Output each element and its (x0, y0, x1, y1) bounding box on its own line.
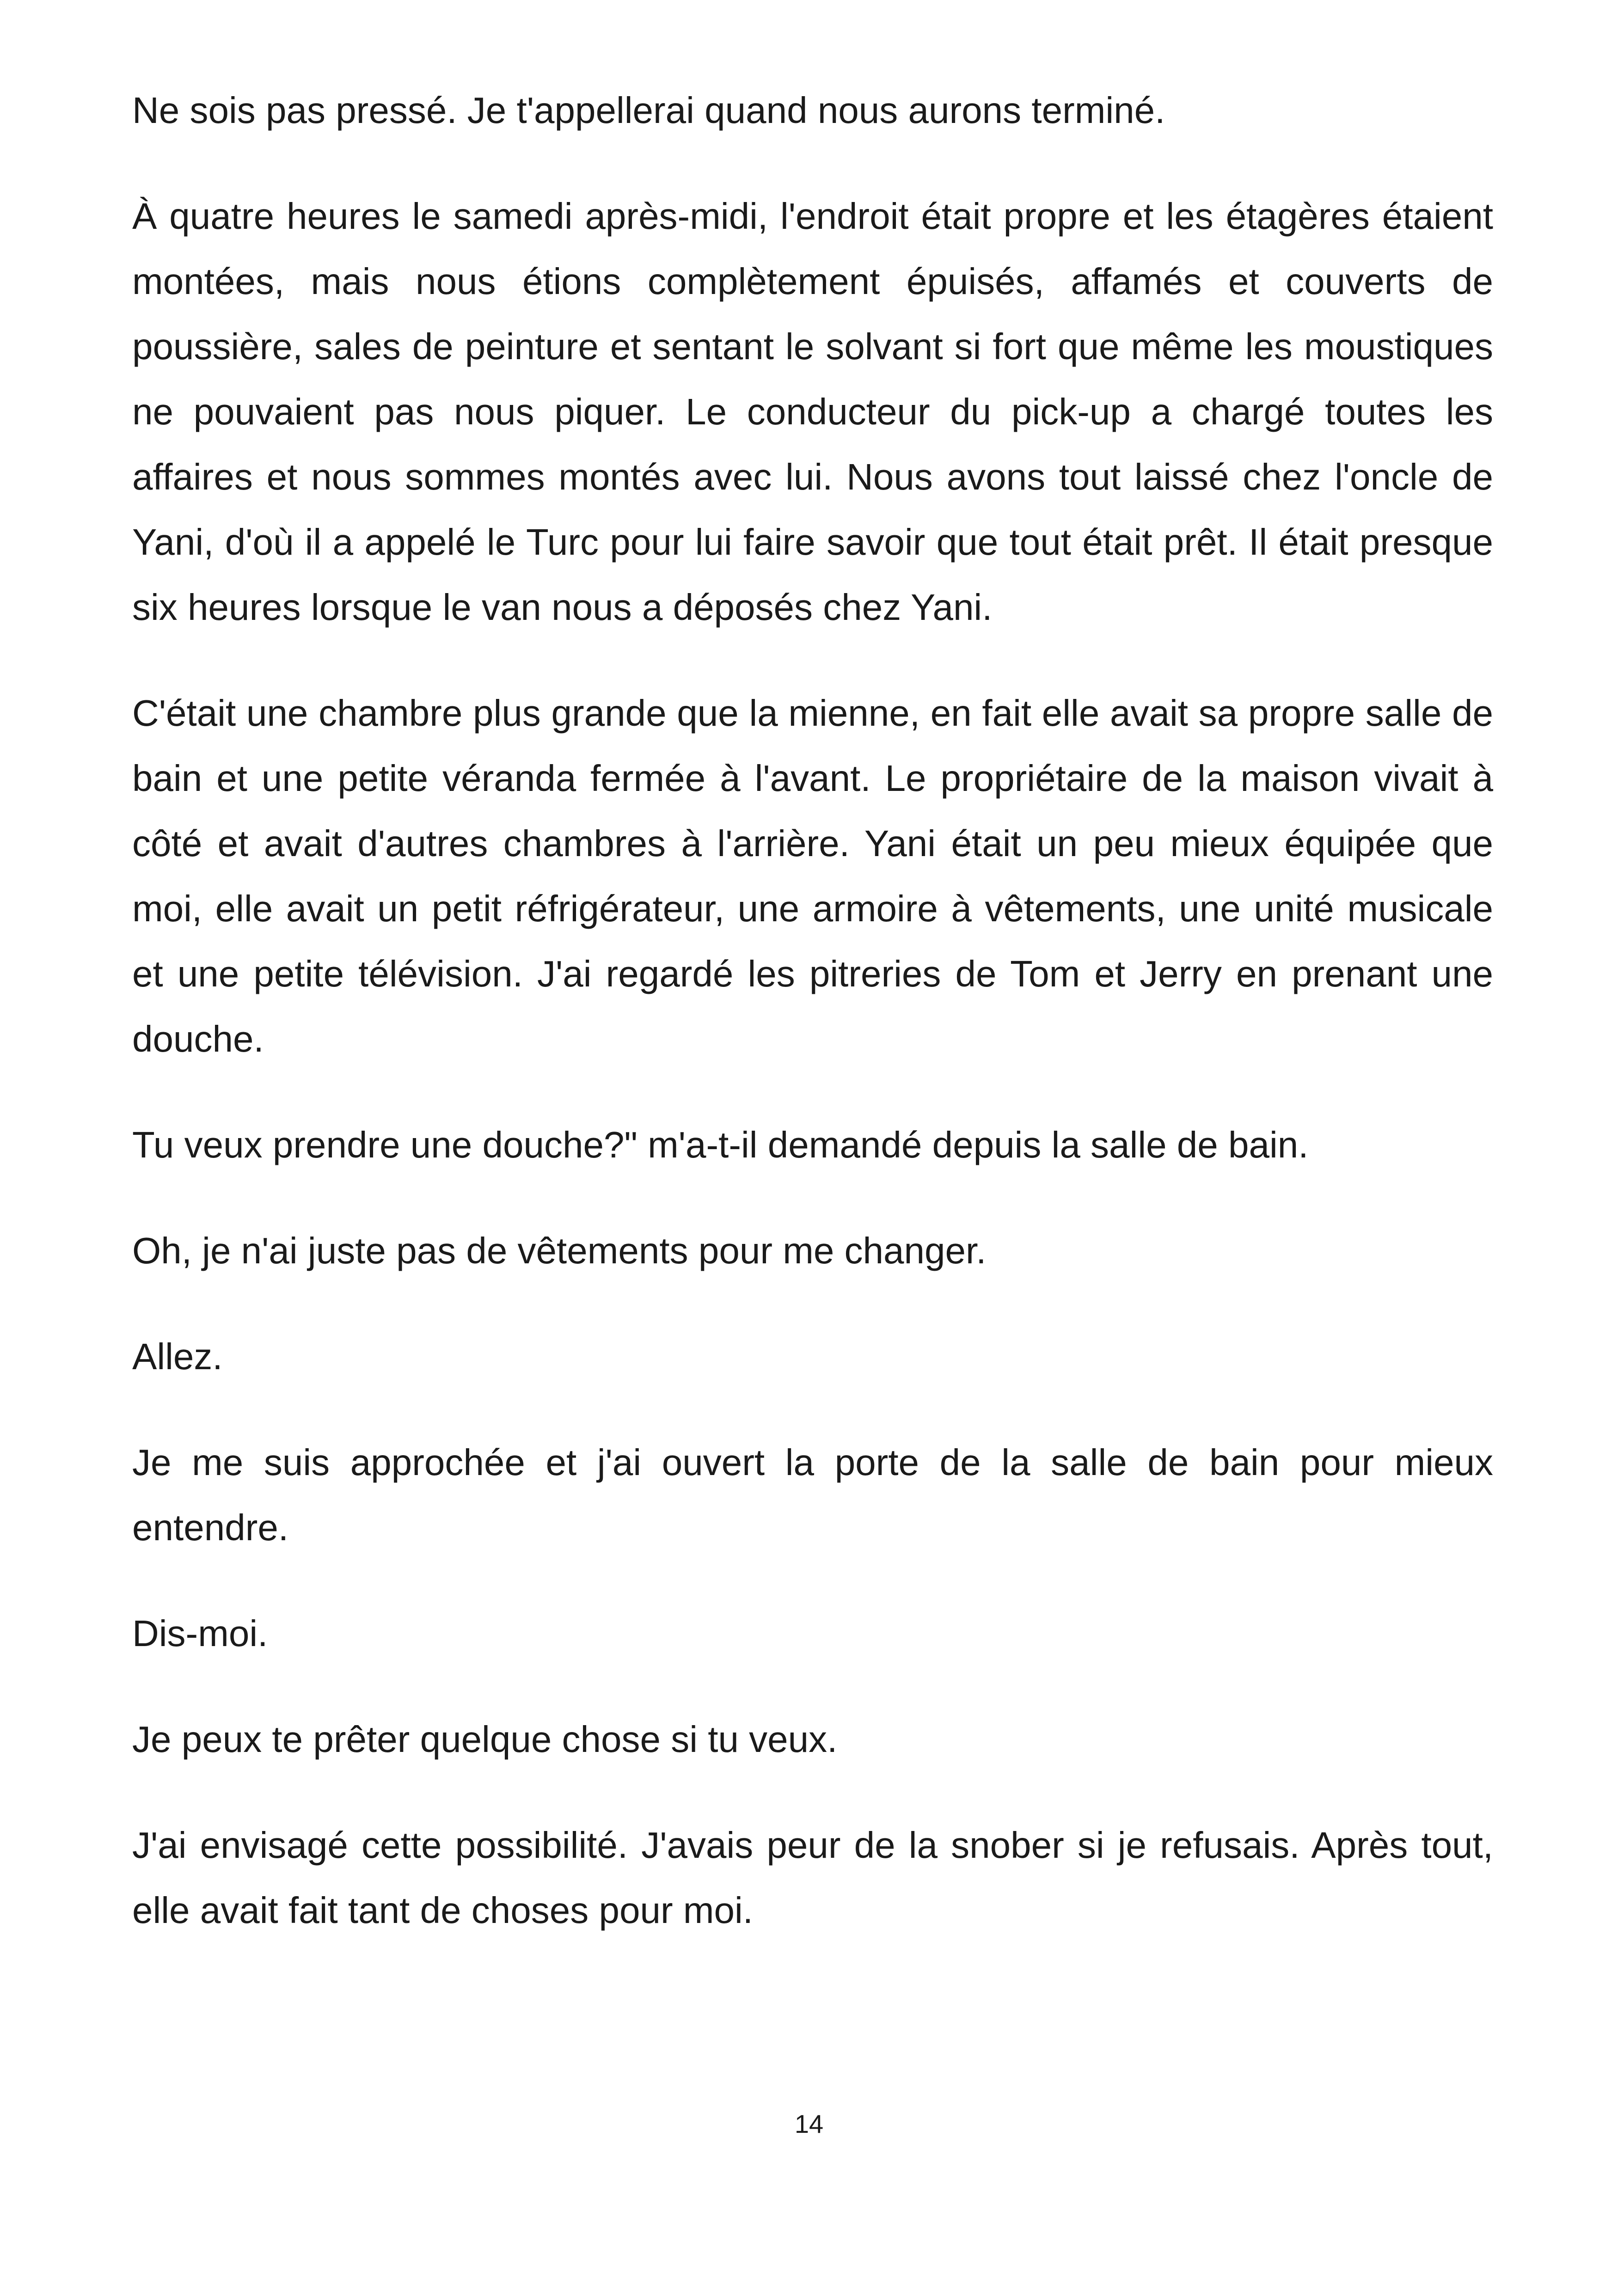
paragraph-8: Dis-moi. (132, 1613, 268, 1654)
paragraph-3: C'était une chambre plus grande que la mienne, en fait elle avait sa propre salle de bain et une petite véranda fermée à l'avant. Le propriétaire de la maison vivait à côté et avait d'autres chambres à l'arrière. Yani était un peu mieux équipée que moi, elle avait un petit réfrigérateur, une armoire à vêtements, une unité musicale et une petite télévision. J'ai regardé les pitreries de Tom et Jerry en prenant une douche. (132, 692, 1493, 1059)
paragraph-1: Ne sois pas pressé. Je t'appellerai quand nous aurons terminé. (132, 90, 1165, 131)
paragraph-9: Je peux te prêter quelque chose si tu veux. (132, 1719, 838, 1760)
paragraph-10: J'ai envisagé cette possibilité. J'avais peur de la snober si je refusais. Après tout, elle avait fait tant de choses pour moi. (132, 1825, 1493, 1931)
paragraph-2: À quatre heures le samedi après-midi, l'endroit était propre et les étagères étaient montées, mais nous étions complètement épuisés, affamés et couverts de poussière, sales de peinture et sentant le solvant si fort que même les moustiques ne pouvaient pas nous piquer. Le conducteur du pick-up a chargé toutes les affaires et nous sommes montés avec lui. Nous avons tout laissé chez l'oncle de Yani, d'où il a appelé le Turc pour lui faire savoir que tout était prêt. Il était presque six heures lorsque le van nous a déposés chez Yani. (132, 196, 1493, 628)
paragraph-6: Allez. (132, 1336, 223, 1377)
paragraph-5: Oh, je n'ai juste pas de vêtements pour me changer. (132, 1230, 987, 1271)
body-text (132, 78, 1493, 1943)
paragraph-4: Tu veux prendre une douche?" m'a-t-il demandé depuis la salle de bain. (132, 1124, 1309, 1165)
paragraph-7: Je me suis approchée et j'ai ouvert la porte de la salle de bain pour mieux entendre. (132, 1442, 1493, 1548)
page-number: 14 (794, 2109, 824, 2138)
